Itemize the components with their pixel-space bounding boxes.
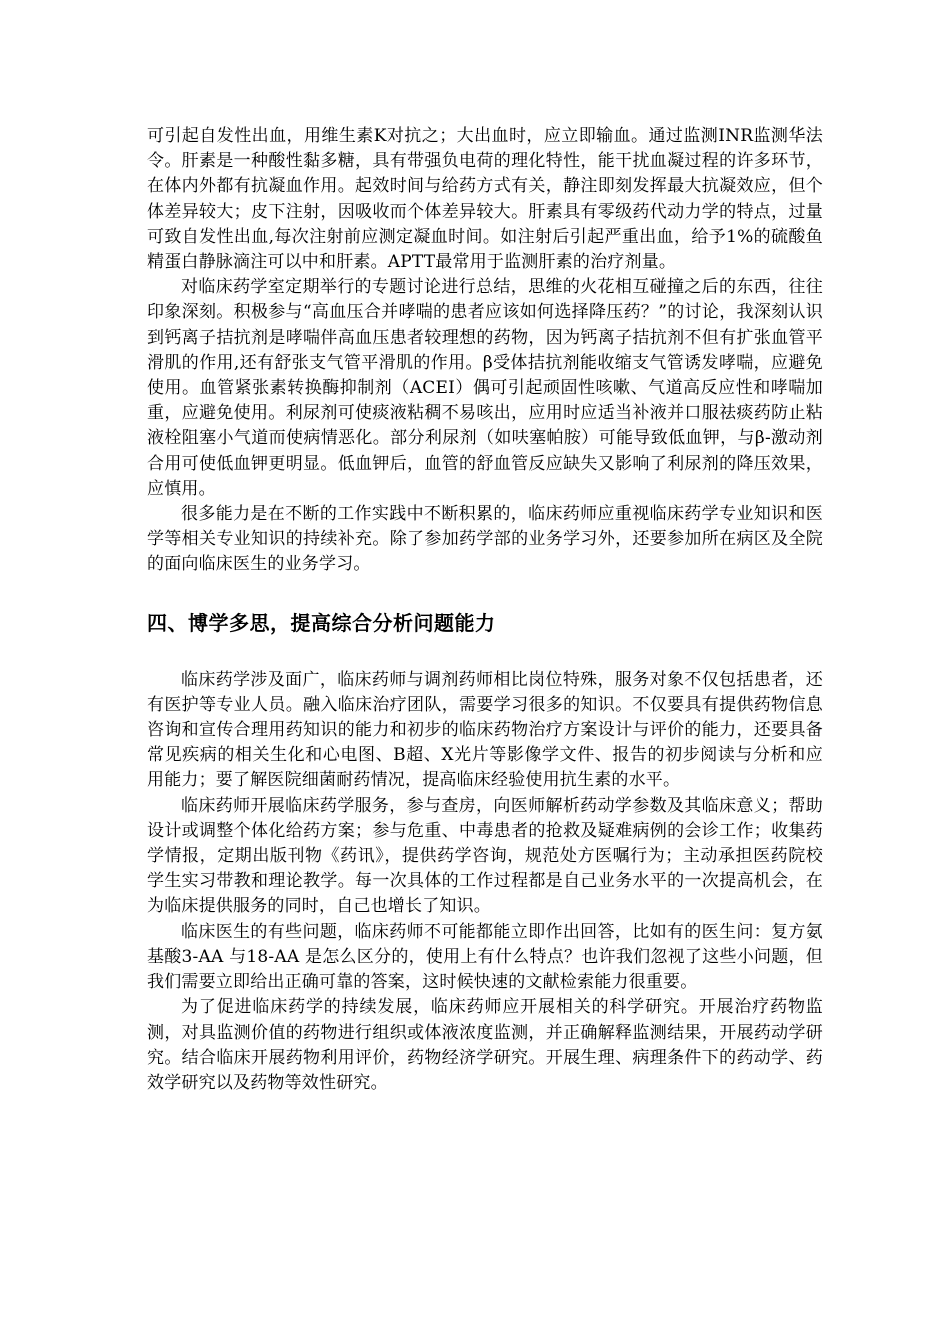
paragraph-literature-retrieval: 临床医生的有些问题，临床药师不可能都能立即作出回答，比如有的医生问：复方氨基酸3-AA 与18-AA 是怎么区分的，使用上有什么特点？也许我们忽视了这些小问题，但我们需要立即给出正确可靠的答案，这时候快速的文献检索能力很重要。 <box>147 921 823 993</box>
paragraph-anticoagulant-monitoring: 可引起自发性出血，用维生素K对抗之；大出血时，应立即输血。通过监测INR监测华法令。肝素是一种酸性黏多糖，具有带强负电荷的理化特性，能干扰血凝过程的许多环节，在体内外都有抗凝血作用。起效时间与给药方式有关，静注即刻发挥最大抗凝效应，但个体差异较大；皮下注射，因吸收而个体差异较大。肝素具有零级药代动力学的特点，过量可致自发性出血,每次注射前应测定凝血时间。如注射后引起严重出血，给予1%的硫酸鱼精蛋白静脉滴注可以中和肝素。APTT最常用于监测肝素的治疗剂量。 <box>147 126 823 273</box>
paragraph-continuous-learning: 很多能力是在不断的工作实践中不断积累的，临床药师应重视临床药学专业知识和医学等相关专业知识的持续补充。除了参加药学部的业务学习外，还要参加所在病区及全院的面向临床医生的业务学习。 <box>147 504 823 575</box>
section-heading: 四、博学多思，提高综合分析问题能力 <box>147 610 496 635</box>
paragraph-hypertension-asthma-discussion: 对临床药学室定期举行的专题讨论进行总结，思维的火花相互碰撞之后的东西，往往印象深刻。积极参与“高血压合并哮喘的患者应该如何选择降压药？”的讨论，我深刻认识到钙离子拮抗剂是哮喘伴高血压患者较理想的药物，因为钙离子拮抗剂不但有扩张血管平滑肌的作用,还有舒张支气管平滑肌的作用。β受体拮抗剂能收缩支气管诱发哮喘，应避免使用。血管紧张素转换酶抑制剂（ACEI）偶可引起顽固性咳嗽、气道高反应性和哮喘加重，应避免使用。利尿剂可使痰液粘稠不易咳出，应用时应适当补液并口服祛痰药防止粘液栓阻塞小气道而使病情恶化。部分利尿剂（如呋塞帕胺）可能导致低血钾，与β-激动剂合用可使低血钾更明显。低血钾后，血管的舒血管反应缺失又影响了利尿剂的降压效果，应慎用。 <box>147 277 823 499</box>
paragraph-clinical-pharmacy-scope: 临床药学涉及面广，临床药师与调剂药师相比岗位特殊，服务对象不仅包括患者，还有医护等专业人员。融入临床治疗团队，需要学习很多的知识。不仅要具有提供药物信息咨询和宣传合理用药知识的能力和初步的临床药物治疗方案设计与评价的能力，还要具备常见疾病的相关生化和心电图、B超、X光片等影像学文件、报告的初步阅读与分析和应用能力；要了解医院细菌耐药情况，提高临床经验使用抗生素的水平。 <box>147 669 823 791</box>
document-page <box>147 124 823 1096</box>
paragraph-scientific-research: 为了促进临床药学的持续发展，临床药师应开展相关的科学研究。开展治疗药物监测，对具监测价值的药物进行组织或体液浓度监测，并正确解释监测结果，开展药动学研究。结合临床开展药物利用评价，药物经济学研究。开展生理、病理条件下的药动学、药效学研究以及药物等效性研究。 <box>147 997 823 1093</box>
paragraph-pharmacy-services: 临床药师开展临床药学服务，参与查房，向医师解析药动学参数及其临床意义；帮助设计或调整个体化给药方案；参与危重、中毒患者的抢救及疑难病例的会诊工作；收集药学情报，定期出版刊物《药讯》，提供药学咨询，规范处方医嘱行为；主动承担医药院校学生实习带教和理论教学。每一次具体的工作过程都是自己业务水平的一次提高机会，在为临床提供服务的同时，自己也增长了知识。 <box>147 795 823 917</box>
